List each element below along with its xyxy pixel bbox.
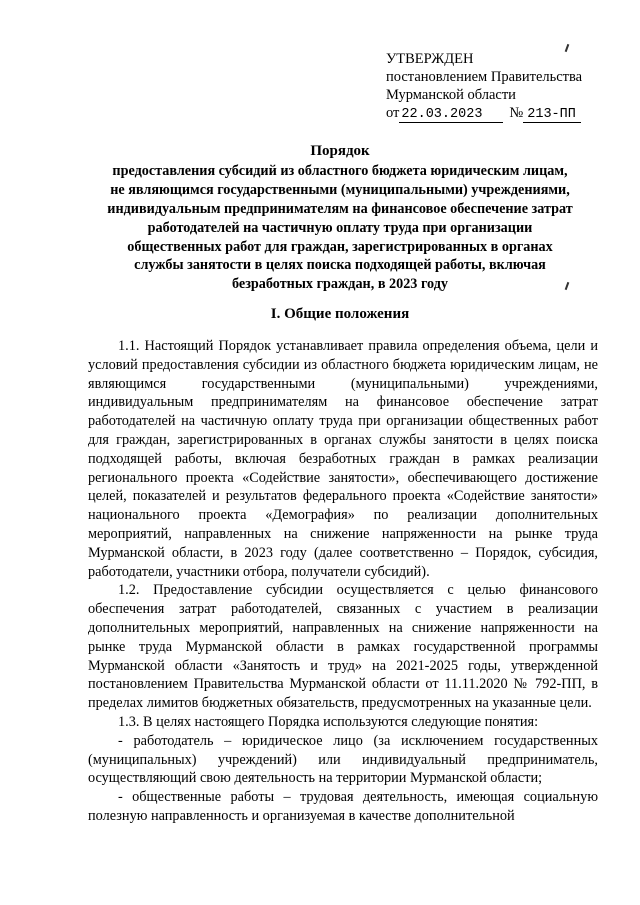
title-line: безработных граждан, в 2023 году [232,276,448,293]
title-line: индивидуальным предпринимателям на финансовое обеспечение затрат [107,200,573,217]
paragraph-1-1: 1.1. Настоящий Порядок устанавливает правила определения объема, цели и условий предоставления субсидии из областного бюджета юридическим лицам, не являющимся государственными (муниципальными) учреждениями, индивидуальным предпринимателям на финансовое обеспечение затрат работодателей на частичную оплату труда при организации общественных работ для граждан, зарегистрированных в органах службы занятости в целях поиска подходящей работы, включая безработных граждан в рамках реализации регионального проекта «Содействие занятости», обеспечивающего достижение целей, показателей и результатов федерального проекта «Содействие занятости» национального проекта «Демография» по реализации дополнительных мероприятий, направленных на снижение напряженности на рынке труда Мурманской области, в 2023 году (далее соответственно – Порядок, субсидия, работодатели, участники отбора, получатели субсидий). [88,338,598,580]
paragraph-1-2: 1.2. Предоставление субсидии осуществляется с целью финансового обеспечения затрат работодателей, связанных с участием в реализации дополнительных мероприятий, направленных на снижение напряженности на рынке труда Мурманской области в рамках государственной программы Мурманской области «Занятость и труд» на 2021-2025 годы, утвержденной постановлением Правительства Мурманской области от 11.11.2020 № 792-ПП, в пределах лимитов бюджетных обязательств, предусмотренных на указанные цели. [88,582,598,712]
approval-date: 22.03.2023 [399,108,503,123]
title-line: службы занятости в целях поиска подходящей работы, включая [134,257,546,274]
approval-number-sign: № [509,105,524,121]
approval-line-2: Мурманской области [386,87,516,103]
title-heading: Порядок [310,143,370,159]
definition-public-works: - общественные работы – трудовая деятельность, имеющая социальную полезную направленность и организуемая в качестве дополнительной [88,789,598,824]
document-body [88,337,598,826]
approval-from-prefix: от [386,105,400,121]
section-heading: I. Общие положения [270,306,410,322]
approval-number: 213-ПП [523,108,581,123]
approval-title: УТВЕРЖДЕН [386,51,474,67]
definition-employer: - работодатель – юридическое лицо (за исключением государственных (муниципальных) учреждений) или индивидуальный предприниматель, осуществляющий свою деятельность на территории Мурманской области; [88,732,598,787]
title-line: общественных работ для граждан, зарегистрированных в органах [127,238,553,255]
approval-date-number [386,104,582,123]
title-line: не являющимся государственными (муниципальными) учреждениями, [110,181,570,198]
title-line: работодателей на частичную оплату труда при организации [147,219,533,236]
approval-line-1: постановлением Правительства [386,69,583,85]
title-line: предоставления субсидий из областного бюджета юридическим лицам, [112,162,568,179]
document-title [80,142,600,294]
approval-stamp [386,50,582,123]
paragraph-1-3: 1.3. В целях настоящего Порядка используются следующие понятия: [118,713,539,730]
